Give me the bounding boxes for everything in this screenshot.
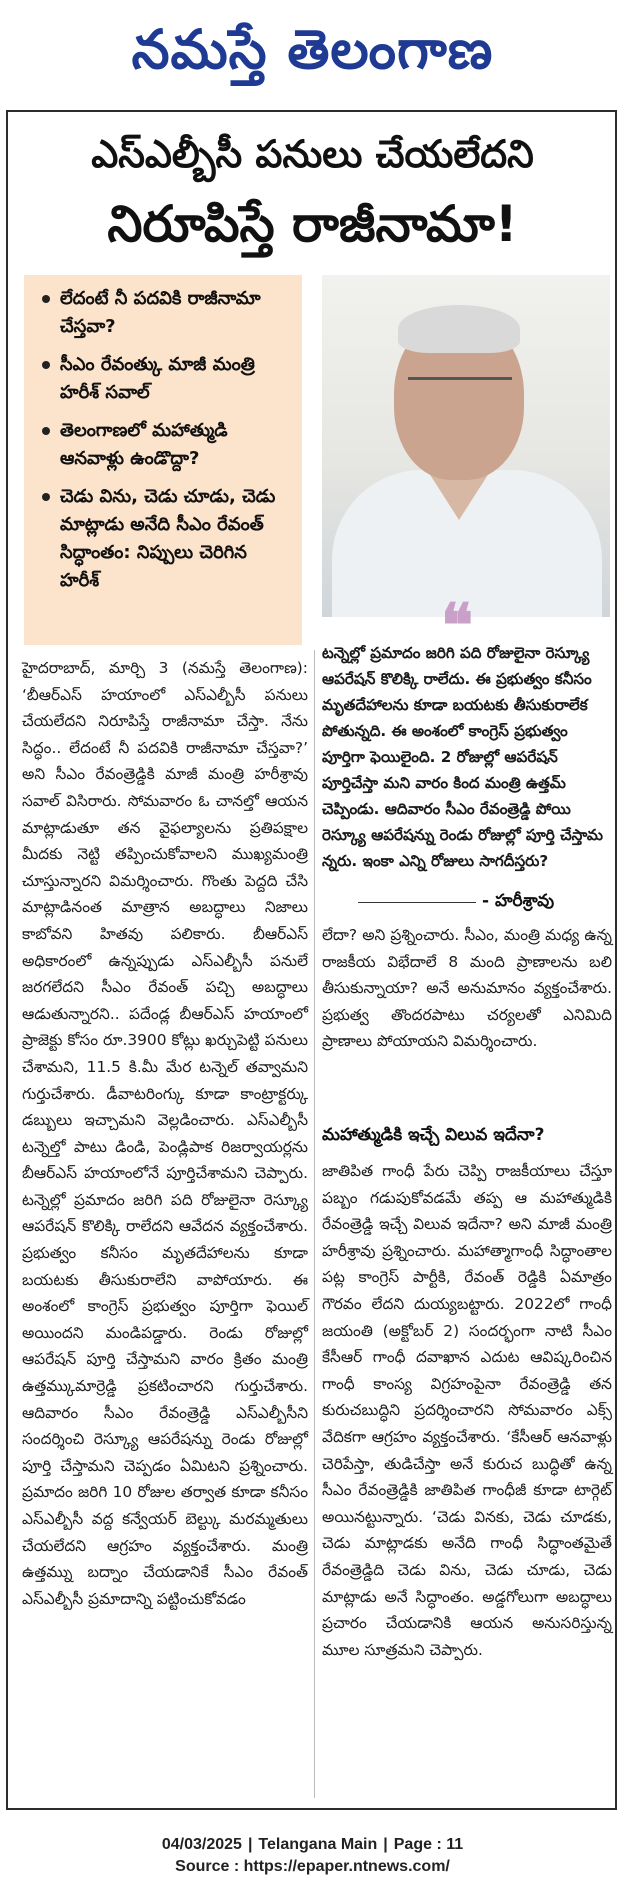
headline-line-2: నిరూపిస్తే రాజీనామా! [107,195,518,253]
masthead [0,0,625,100]
highlight-text: చెడు విను, చెడు చూడు, చెడు మాట్లాడు అనేది సీఎం రేవంత్ సిద్ధాంతం: నిప్పులు చెరిగిన హరీశ్ [60,486,276,591]
photo-hair [398,305,520,353]
footer-source: Source : https://epaper.ntnews.com/ [175,1858,450,1875]
article-body-right-bottom: జాతిపిత గాంధీ పేరు చెప్పి రాజకీయాలు చేస్తూ పబ్బం గడుపుకోవడమే తప్ప ఆ మహాత్ముడికి రేవంత్రెడ్డి ఇచ్చే విలువ ఇదేనా? అని మాజీ మంత్రి హరీశ్రావు ప్రశ్నించారు. మహాత్మాగాంధీ సిద్ధాంతాల పట్ల కాంగ్రెస్ పార్టీకి, రేవంత్ రెడ్డికి ఏమాత్రం గౌరవం లేదని దుయ్యబట్టారు. 2022లో గాంధీ జయంతి (అక్టోబర్ 2) సందర్భంగా నాటి సీఎం కేసీఆర్ గాంధీ దవాఖాన ఎదుట ఆవిష్కరించిన గాంధీ కాంస్య విగ్రహంపైనా రేవంత్రెడ్డి తన కురుచబుద్ధిని ప్రదర్శించారని సోమవారం ఎక్స్ వేదికగా ఆగ్రహం వ్యక్తంచేశారు. ‘కేసీఆర్ ఆనవాళ్లు చెరిపేస్తా, తుడిచేస్తా అనే కురుచ బుద్ధితో ఉన్న సీఎం రేవంత్రెడ్డికి జాతిపిత గాంధీజీ కూడా టార్గెట్ అయినట్టున్నారు. ‘చెడు వినకు, చెడు చూడకు, చెడు మాట్లాడకు అనేది గాంధీ సిద్ధాంతమైతే రేవంత్రెడ్డిది చెడు విను, చెడు చూడు, చెడు మాట్లాడు అనే సిద్ధాంతం. అడ్డగోలుగా అబద్ధాలు ప్రచారం చేయడానికి ఆయన అనుసరిస్తున్న మూల సూత్రమని చెప్పారు. [322,1162,612,1659]
portrait-photo [322,275,610,617]
highlights-box [24,275,302,645]
bullet-icon [42,295,50,303]
highlight-item [42,351,288,407]
bullet-icon [42,493,50,501]
bullet-icon [42,361,50,369]
highlight-item [42,285,288,341]
headline-line-1: ఎస్ఎల్బీసీ పనులు చేయలేదని [91,132,534,176]
footer-meta: 04/03/2025 | Telangana Main | Page : 11 [161,1836,464,1853]
footer-page: Page : 11 [393,1836,464,1853]
highlight-item [42,417,288,473]
article-body-right-top: లేదా? అని ప్రశ్నించారు. సీఎం, మంత్రి మధ్య ఉన్న రాజకీయ విభేదాలే 8 మంది ప్రాణాలను బలి తీసుకున్నాయా? అనే అనుమానం వ్యక్తంచేశారు. ప్రభుత్వ తొందరపాటు చర్యలతో ఎనిమిది ప్రాణాలు పోయాయని విమర్శించారు. [322,926,612,1051]
highlight-text: లేదంటే నీ పదవికి రాజీనామా చేస్తవా? [60,288,261,337]
pull-quote: టన్నెల్లో ప్రమాదం జరిగి పది రోజులైనా రెస్క్యూ ఆపరేషన్ కొలిక్కి రాలేదు. ఈ ప్రభుత్వం కనీసం మృతదేహాలను కూడా బయటకు తీసుకురాలేక పోతున్నది. ఈ అంశంలో కాంగ్రెస్ ప్రభుత్వం పూర్తిగా ఫెయిలైంది. 2 రోజుల్లో ఆపరేషన్ పూర్తిచేస్తా మని వారం కింద మంత్రి ఉత్తమ్ చెప్పిండు. ఆదివారం సీఎం రేవంత్రెడ్డి పోయి రెస్క్యూ ఆపరేషన్ను రెండు రోజుల్లో పూర్తి చేస్తామ న్నరు. ఇంకా ఎన్ని రోజులు సాగదీస్తరు? [322,644,603,870]
quote-divider [358,902,476,903]
footer-edition: Telangana Main [258,1836,378,1853]
page-footer [0,1834,625,1878]
article-body-left: హైదరాబాద్, మార్చి 3 (నమస్తే తెలంగాణ): ‘బీఆర్ఎస్ హయాంలో ఎస్ఎల్బీసీ పనులు చేయలేదని నిరూపిస్తే రాజీనామా చేస్తా. నేను సిద్ధం.. లేదంటే నీ పదవికి రాజీనామా చేస్తవా?’ అని సీఎం రేవంత్రెడ్డికి మాజీ మంత్రి హరీశ్రావు సవాల్ విసిరారు. సోమవారం ఓ చానల్తో ఆయన మాట్లాడుతూ తన వైఫల్యాలను ప్రతిపక్షాల మీదకు నెట్టి తప్పించుకోవాలని ముఖ్యమంత్రి చూస్తున్నారని విమర్శించారు. గొంతు పెద్దది చేసి మాట్లాడినంత మాత్రాన అబద్ధాలు నిజాలు కాబోవని హితవు పలికారు. బీఆర్ఎస్ అధికారంలో ఉన్నప్పుడు ఎస్ఎల్బీసీ పనులే జరగలేదని సీఎం రేవంత్ పచ్చి అబద్ధాలు ఆడుతున్నారని.. పదేండ్ల బీఆర్ఎస్ హయాంలో ప్రాజెక్టు కోసం రూ.3900 కోట్లు ఖర్చుపెట్టి పనులు చేశామని, 11.5 కి.మీ మేర టన్నెల్ తవ్వామని గుర్తుచేశారు. డీవాటరింగ్కు కూడా కాంట్రాక్టర్కు డబ్బులు ఇచ్చామని వెల్లడించారు. ఎస్ఎల్బీసీ టన్నెల్తో పాటు డిండి, పెండ్లిపాక రిజర్వాయర్లను బీఆర్ఎస్ హయాంలోనే పూర్తిచేశామని చెప్పారు. టన్నెల్లో ప్రమాదం జరిగి పది రోజులైనా రెస్క్యూ ఆపరేషన్ కొలిక్కి రాలేదని ఆవేదన వ్యక్తంచేశారు. ప్రభుత్వం కనీసం మృతదేహాలను కూడా బయటకు తీసుకురాలేని వాపోయారు. ఈ అంశంలో కాంగ్రెస్ ప్రభుత్వం పూర్తిగా ఫెయిల్ అయిందని మండిపడ్డారు. రెండు రోజుల్లో ఆపరేషన్ పూర్తి చేస్తామని వారం క్రితం మంత్రి ఉత్తమ్కుమార్రెడ్డి ప్రకటించారని గుర్తుచేశారు. ఆదివారం సీఎం రేవంత్రెడ్డి ఎస్ఎల్బీసీని సందర్శించి రెస్క్యూ ఆపరేషన్ను రెండు రోజుల్లో పూర్తి చేస్తామని చెప్పడం ఏమిటని ప్రశ్నించారు. ప్రమాదం జరిగి 10 రోజుల తర్వాత కూడా కనీసం ఎస్ఎల్బీసీ వద్ద కన్వేయర్ బెల్ట్కు మరమ్మతులు చేయలేదని ఆగ్రహం వ్యక్తంచేశారు. మంత్రి ఉత్తమ్ను బద్నాం చేయడానికే సీఎం రేవంత్ ఎస్ఎల్బీసీ ప్రమాదాన్ని పట్టించుకోవడం [22,659,308,1608]
column-divider [314,650,315,1798]
photo-glasses [408,377,512,406]
highlight-text: తెలంగాణలో మహాత్ముడి ఆనవాళ్లు ఉండొద్దా? [60,420,228,469]
quote-author: - హరీశ్రావు [482,891,555,911]
newspaper-logo: నమస్తే తెలంగాణ [131,18,494,81]
quote-mark-icon: ❝ [440,591,474,661]
footer-date: 04/03/2025 [161,1836,242,1853]
bullet-icon [42,427,50,435]
highlight-item [42,483,288,595]
highlight-text: సీఎం రేవంత్కు మాజీ మంత్రి హరీశ్ సవాల్ [60,354,255,403]
article-subheading: మహాత్ముడికి ఇచ్చే విలువ ఇదేనా? [322,1125,545,1145]
